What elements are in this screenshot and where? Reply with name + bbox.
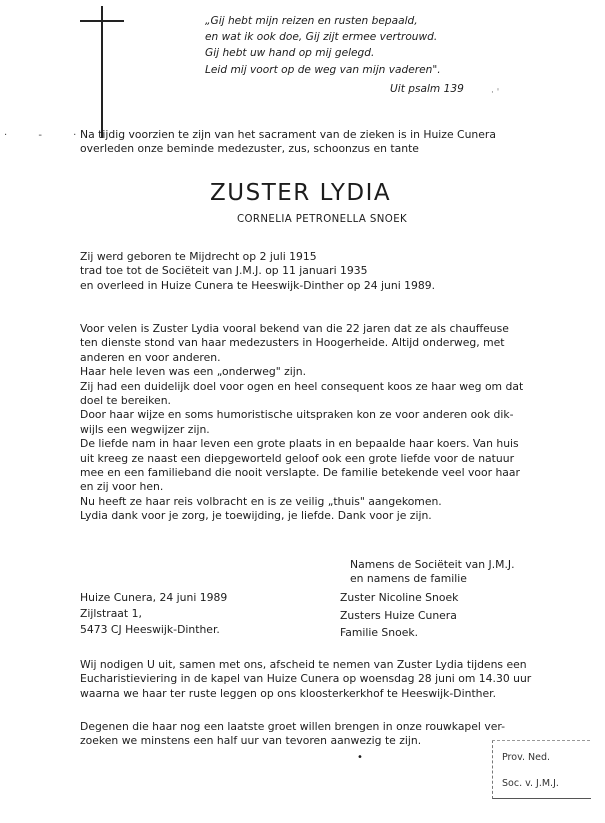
text-line: De liefde nam in haar leven een grote plaats in en bepaalde haar koers. Van huis [80, 437, 519, 451]
text-line: Zij werd geboren te Mijdrecht op 2 juli 1915 [80, 250, 317, 263]
text-line: Eucharistieviering in de kapel van Huize Cunera op woensdag 28 juni om 14.30 uur [80, 672, 532, 686]
archive-stamp [492, 740, 591, 799]
text-line: Na tijdig voorzien te zijn van het sacrament van de zieken is in Huize Cunera [80, 128, 496, 141]
text-line: Voor velen is Zuster Lydia vooral bekend van die 22 jaren dat ze als chauffeuse [80, 322, 509, 335]
scan-artifact-marks: · - · [4, 130, 91, 141]
text-line: anderen en voor anderen. [80, 350, 221, 364]
signer-name: Zuster Nicoline Snoek [340, 591, 459, 604]
deceased-full-name: CORNELIA PETRONELLA SNOEK [237, 214, 408, 225]
verse-line: Gij hebt uw hand op mij gelegd. [205, 47, 375, 60]
invitation-paragraph [80, 658, 531, 701]
text-line: Zij had een duidelijk doel voor ogen en heel consequent koos ze haar weg om dat [80, 379, 524, 393]
psalm-verse [205, 13, 441, 78]
text-line: overleden onze beminde medezuster, zus, schoonzus en tante [80, 142, 419, 156]
address-line: Zijlstraat 1, [80, 607, 142, 620]
verse-line: en wat ik ook doe, Gij zijt ermee vertrouwd. [205, 31, 438, 44]
stamp-border [492, 740, 590, 742]
text-line: wijls een wegwijzer zijn. [80, 422, 210, 436]
signer-name: Zusters Huize Cunera [340, 608, 457, 622]
scan-artifact-speck: · ˈ [491, 88, 500, 98]
address-line: 5473 CJ Heeswijk-Dinther. [80, 623, 220, 636]
verse-line: „Gij hebt mijn reizen en rusten bepaald, [205, 15, 418, 27]
signers-list [340, 589, 458, 642]
scan-artifact-dot: • [357, 752, 363, 763]
text-line: Haar hele leven was een „onderweg" zijn. [80, 365, 307, 379]
intro-paragraph [80, 128, 496, 157]
text-line: Wij nodigen U uit, samen met ons, afscheid te nemen van Zuster Lydia tijdens een [80, 658, 527, 671]
text-line: trad toe tot de Sociëteit van J.M.J. op 11 januari 1935 [80, 264, 368, 278]
text-line: doel te bereiken. [80, 394, 171, 408]
text-line: zoeken we minstens een half uur van tevoren aanwezig te zijn. [80, 734, 422, 748]
text-line: Namens de Sociëteit van J.M.J. [350, 558, 515, 571]
text-line: Degenen die haar nog een laatste groet willen brengen in onze rouwkapel ver- [80, 720, 506, 733]
text-line: waarna we haar ter ruste leggen op ons kloosterkerkhof te Heeswijk-Dinther. [80, 686, 497, 700]
signers-heading [350, 558, 515, 586]
verse-source: Uit psalm 139 [390, 83, 464, 95]
text-line: en namens de familie [350, 572, 467, 585]
closing-paragraph [80, 720, 505, 749]
text-line: Lydia dank voor je zorg, je toewijding, je liefde. Dank voor je zijn. [80, 509, 432, 523]
text-line: uit kreeg ze naast een diepgeworteld geloof ook een grote liefde voor de natuur [80, 451, 515, 465]
verse-line: Leid mij voort op de weg van mijn vaderen". [205, 63, 441, 76]
text-line: en overleed in Huize Cunera te Heeswijk-Dinther op 24 juni 1989. [80, 278, 436, 292]
cross-icon-horizontal [80, 20, 124, 22]
text-line: ten dienste stond van haar medezusters in Hoogerheide. Altijd onderweg, met [80, 336, 505, 350]
text-line: mee en een familieband die nooit verslapte. De familie betekende veel voor haar [80, 466, 520, 480]
deceased-title: ZUSTER LYDIA [210, 180, 392, 206]
signer-name: Familie Snoek. [340, 626, 419, 640]
text-line: Door haar wijze en soms humoristische uitspraken kon ze voor anderen ook dik- [80, 408, 514, 422]
cross-icon-vertical [101, 6, 103, 138]
stamp-line: Prov. Ned. [502, 752, 550, 763]
address-block [80, 590, 227, 638]
tribute-paragraph [80, 322, 523, 524]
text-line: en zij voor hen. [80, 480, 164, 494]
address-line: Huize Cunera, 24 juni 1989 [80, 591, 228, 604]
life-dates [80, 250, 435, 293]
text-line: Nu heeft ze haar reis volbracht en is ze veilig „thuis" aangekomen. [80, 494, 442, 508]
stamp-line: Soc. v. J.M.J. [502, 778, 559, 789]
